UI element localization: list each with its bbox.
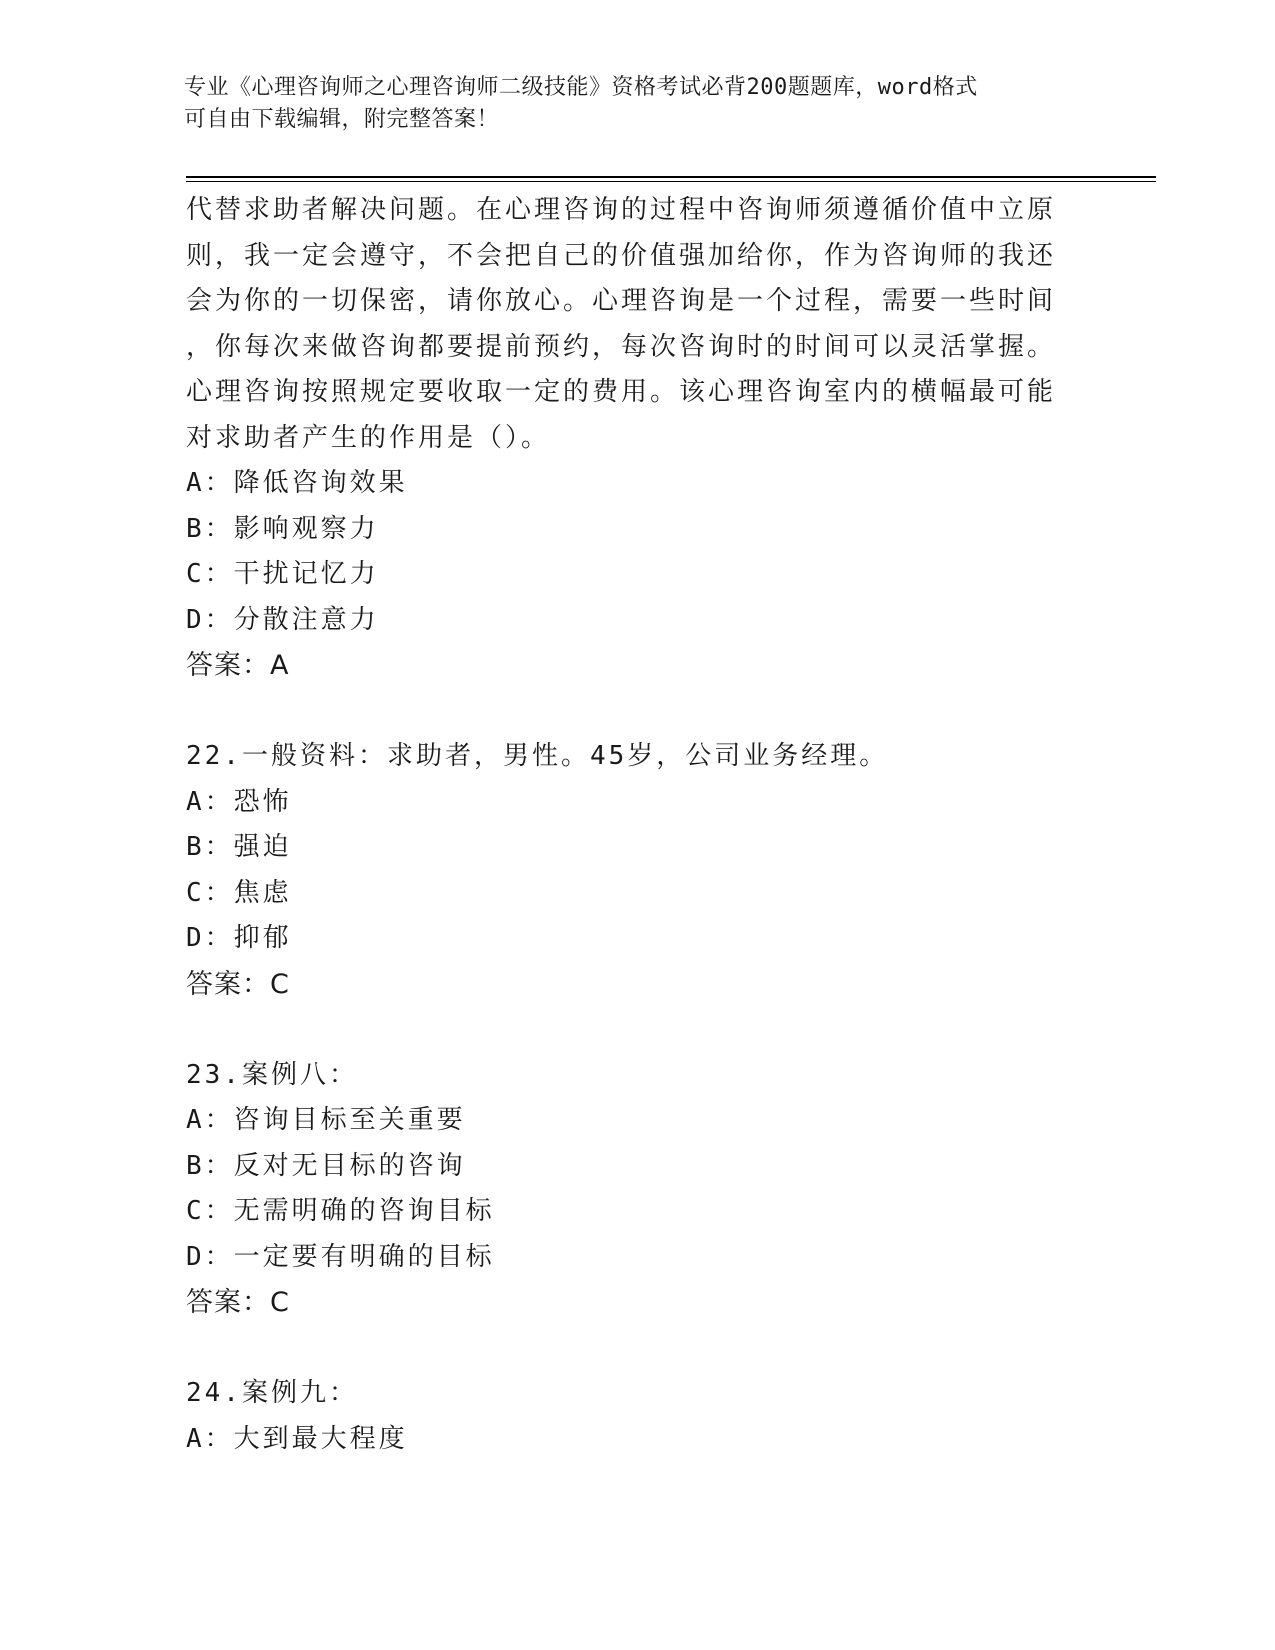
option-c: C：无需明确的咨询目标 <box>186 1196 495 1226</box>
question-stem-line: 则，我一定会遵守，不会把自己的价值强加给你，作为咨询师的我还 <box>186 240 1057 271</box>
question-stem-line: 代替求助者解决问题。在心理咨询的过程中咨询师须遵循价值中立原 <box>186 195 1057 225</box>
spacer <box>186 1326 1086 1372</box>
option-a: A：大到最大程度 <box>186 1423 408 1454</box>
header-rule-thick <box>186 176 1156 178</box>
option-d: D：抑郁 <box>186 923 292 953</box>
question-stem: 22.一般资料：求助者，男性。45岁，公司业务经理。 <box>186 741 889 771</box>
page-header <box>184 72 1064 136</box>
question-21 <box>186 188 1086 689</box>
option-b: B：反对无目标的咨询 <box>186 1150 466 1181</box>
spacer <box>186 1007 1086 1053</box>
header-line-1: 专业《心理咨询师之心理咨询师二级技能》资格考试必背200题题库，word格式 <box>184 75 978 100</box>
question-22 <box>186 734 1086 1007</box>
spacer <box>186 689 1086 735</box>
question-stem: 24.案例九： <box>186 1378 358 1408</box>
option-a: A：恐怖 <box>186 786 292 817</box>
question-23 <box>186 1053 1086 1326</box>
question-stem-line: 对求助者产生的作用是（）。 <box>186 422 551 453</box>
option-b: B：影响观察力 <box>186 513 379 544</box>
question-stem-line: ，你每次来做咨询都要提前预约，每次咨询时的时间可以灵活掌握。 <box>186 331 1057 362</box>
question-24 <box>186 1371 1086 1462</box>
question-stem-line: 心理咨询按照规定要收取一定的费用。该心理咨询室内的横幅最可能 <box>186 377 1057 407</box>
header-rule-thin <box>186 181 1156 182</box>
answer-line: 答案：C <box>186 968 290 1000</box>
question-stem: 23.案例八： <box>186 1059 358 1090</box>
option-c: C：焦虑 <box>186 877 292 908</box>
option-c: C：干扰记忆力 <box>186 559 379 589</box>
answer-line: 答案：A <box>186 650 290 681</box>
question-stem-line: 会为你的一切保密，请你放心。心理咨询是一个过程，需要一些时间 <box>186 286 1057 316</box>
answer-line: 答案：C <box>186 1287 290 1318</box>
option-d: D：分散注意力 <box>186 604 379 635</box>
option-b: B：强迫 <box>186 832 292 862</box>
header-line-2: 可自由下载编辑，附完整答案！ <box>184 107 500 132</box>
option-a: A：降低咨询效果 <box>186 468 408 498</box>
option-a: A：咨询目标至关重要 <box>186 1105 466 1135</box>
option-d: D：一定要有明确的目标 <box>186 1241 495 1272</box>
question-body <box>186 188 1086 1462</box>
